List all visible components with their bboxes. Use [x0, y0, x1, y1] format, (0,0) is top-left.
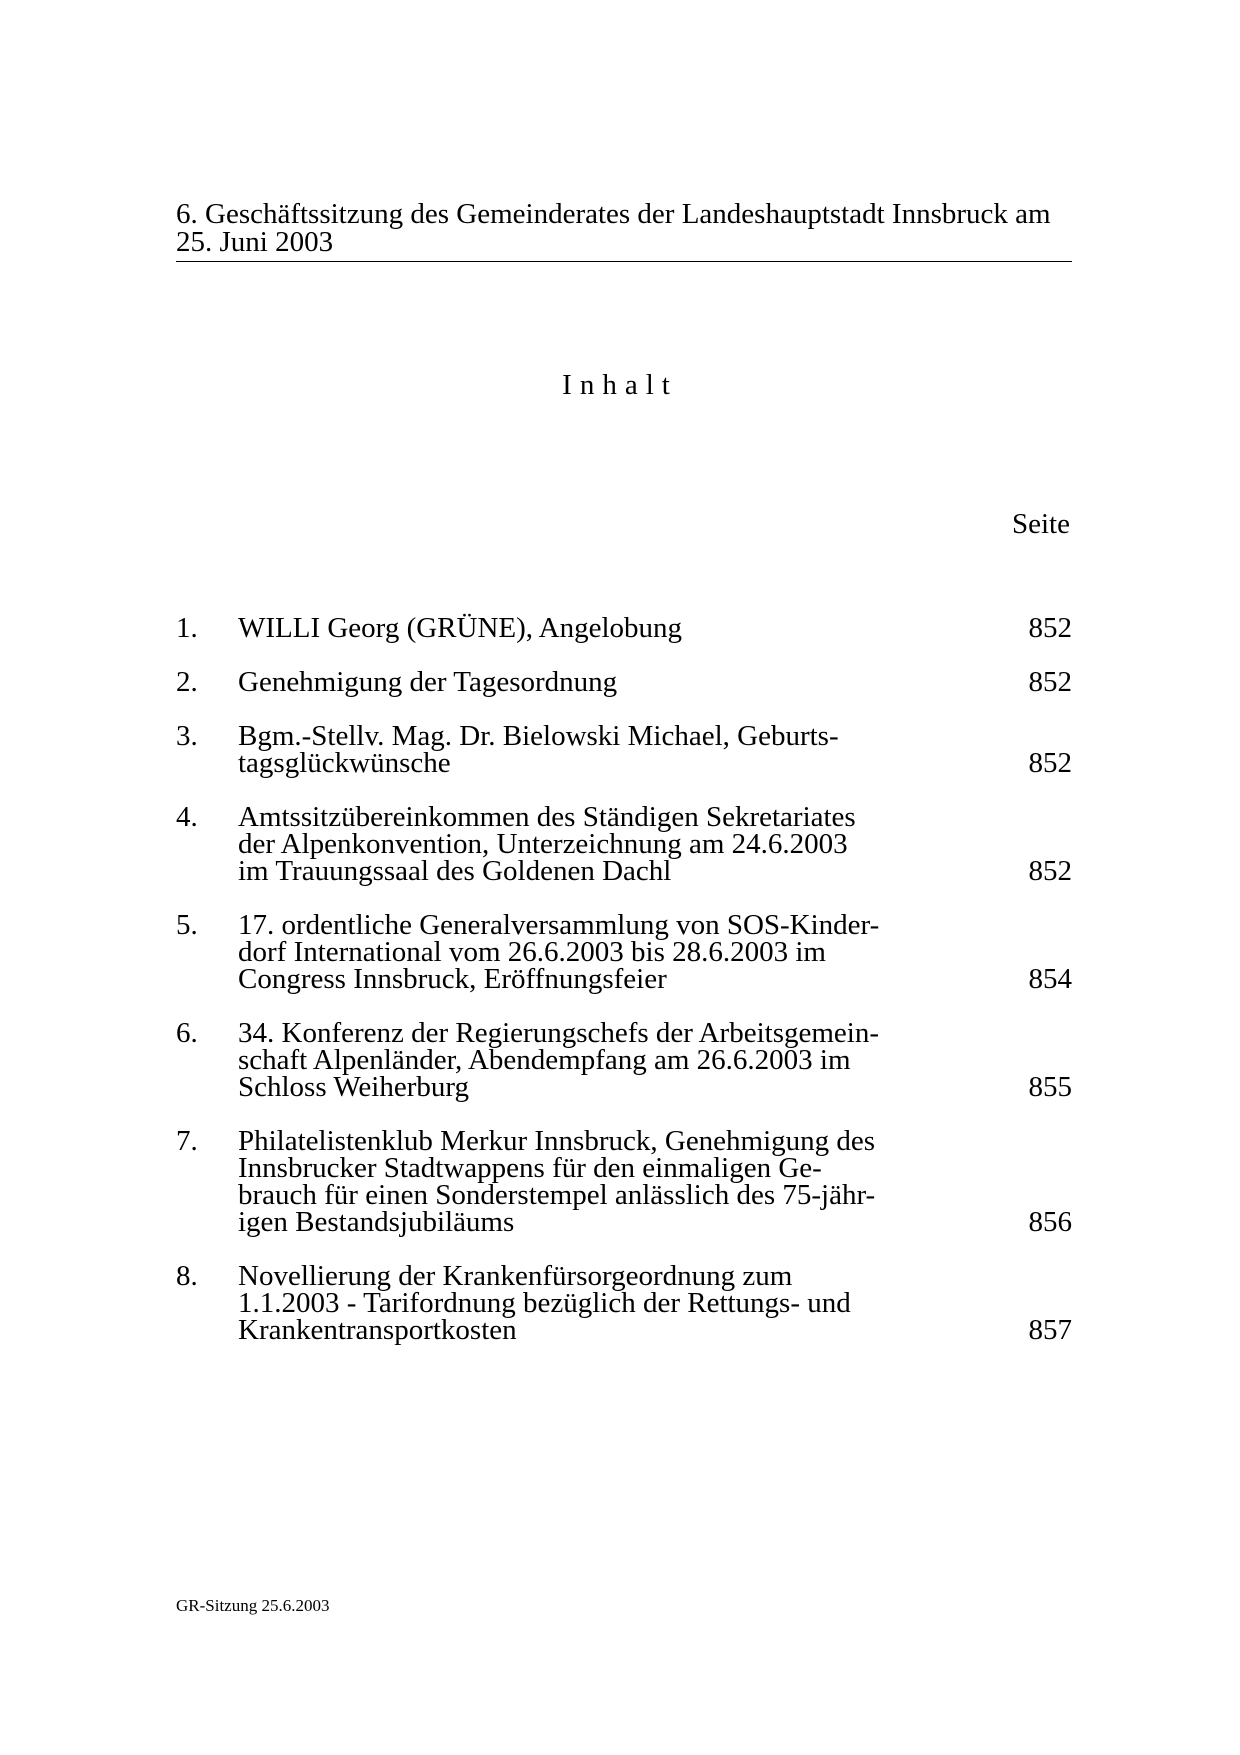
toc-entry-number: 5. — [176, 909, 198, 941]
toc-entry-page: 856 — [1028, 1206, 1072, 1238]
toc-entry — [176, 909, 1072, 995]
toc-entry — [176, 666, 1072, 698]
page-title: Inhalt — [562, 369, 678, 401]
toc-entry-text: Novellierung der Krankenfürsorgeordnung zum 1.1.2003 - Tarifordnung bezüglich der Rettungs- und Krankentransportkosten — [238, 1260, 851, 1346]
toc-entry — [176, 612, 1072, 644]
toc-entry-number: 8. — [176, 1260, 198, 1292]
toc-entry-page: 855 — [1028, 1071, 1072, 1103]
toc-entry-text: 34. Konferenz der Regierungschefs der Arbeitsgemein- schaft Alpenländer, Abendempfang am 26.6.2003 im Schloss Weiherburg — [238, 1017, 879, 1103]
page-footer: GR-Sitzung 25.6.2003 — [176, 1596, 330, 1615]
toc-entry-number: 6. — [176, 1017, 198, 1049]
toc-entry-page: 852 — [1028, 747, 1072, 779]
toc-entry-text: 17. ordentliche Generalversammlung von SOS-Kinder- dorf International vom 26.6.2003 bis 28.6.2003 im Congress Innsbruck, Eröffnungsfeier — [238, 909, 880, 995]
toc-entry-number: 7. — [176, 1125, 198, 1157]
table-of-contents — [176, 612, 1072, 1371]
page-column-label: Seite — [1012, 508, 1070, 540]
toc-entry-text: Amtssitzübereinkommen des Ständigen Sekretariates der Alpenkonvention, Unterzeichnung am 24.6.2003 im Trauungssaal des Goldenen Dachl — [238, 801, 856, 887]
toc-entry-text: Bgm.-Stellv. Mag. Dr. Bielowski Michael, Geburts- tagsglückwünsche — [238, 720, 839, 779]
toc-entry-page: 854 — [1028, 963, 1072, 995]
toc-entry — [176, 1125, 1072, 1238]
toc-entry — [176, 1260, 1072, 1346]
toc-entry-text: WILLI Georg (GRÜNE), Angelobung — [238, 612, 683, 644]
toc-entry-number: 1. — [176, 612, 198, 644]
toc-entry-page: 852 — [1028, 855, 1072, 887]
document-header: 6. Geschäftssitzung des Gemeinderates der Landeshauptstadt Innsbruck am 25. Juni 2003 — [176, 200, 1072, 262]
toc-entry-page: 852 — [1028, 666, 1072, 698]
toc-entry-number: 2. — [176, 666, 198, 698]
toc-entry-number: 4. — [176, 801, 198, 833]
toc-entry-page: 857 — [1028, 1314, 1072, 1346]
toc-entry-page: 852 — [1028, 612, 1072, 644]
toc-entry — [176, 1017, 1072, 1103]
toc-entry-text: Philatelistenklub Merkur Innsbruck, Genehmigung des Innsbrucker Stadtwappens für den einmaligen Ge- brauch für einen Sonderstempel anlässlich des 75-jähr- igen Bestandsjubiläums — [238, 1125, 876, 1238]
toc-entry-text: Genehmigung der Tagesordnung — [238, 666, 618, 698]
toc-entry — [176, 801, 1072, 887]
toc-entry — [176, 720, 1072, 779]
toc-entry-number: 3. — [176, 720, 198, 752]
